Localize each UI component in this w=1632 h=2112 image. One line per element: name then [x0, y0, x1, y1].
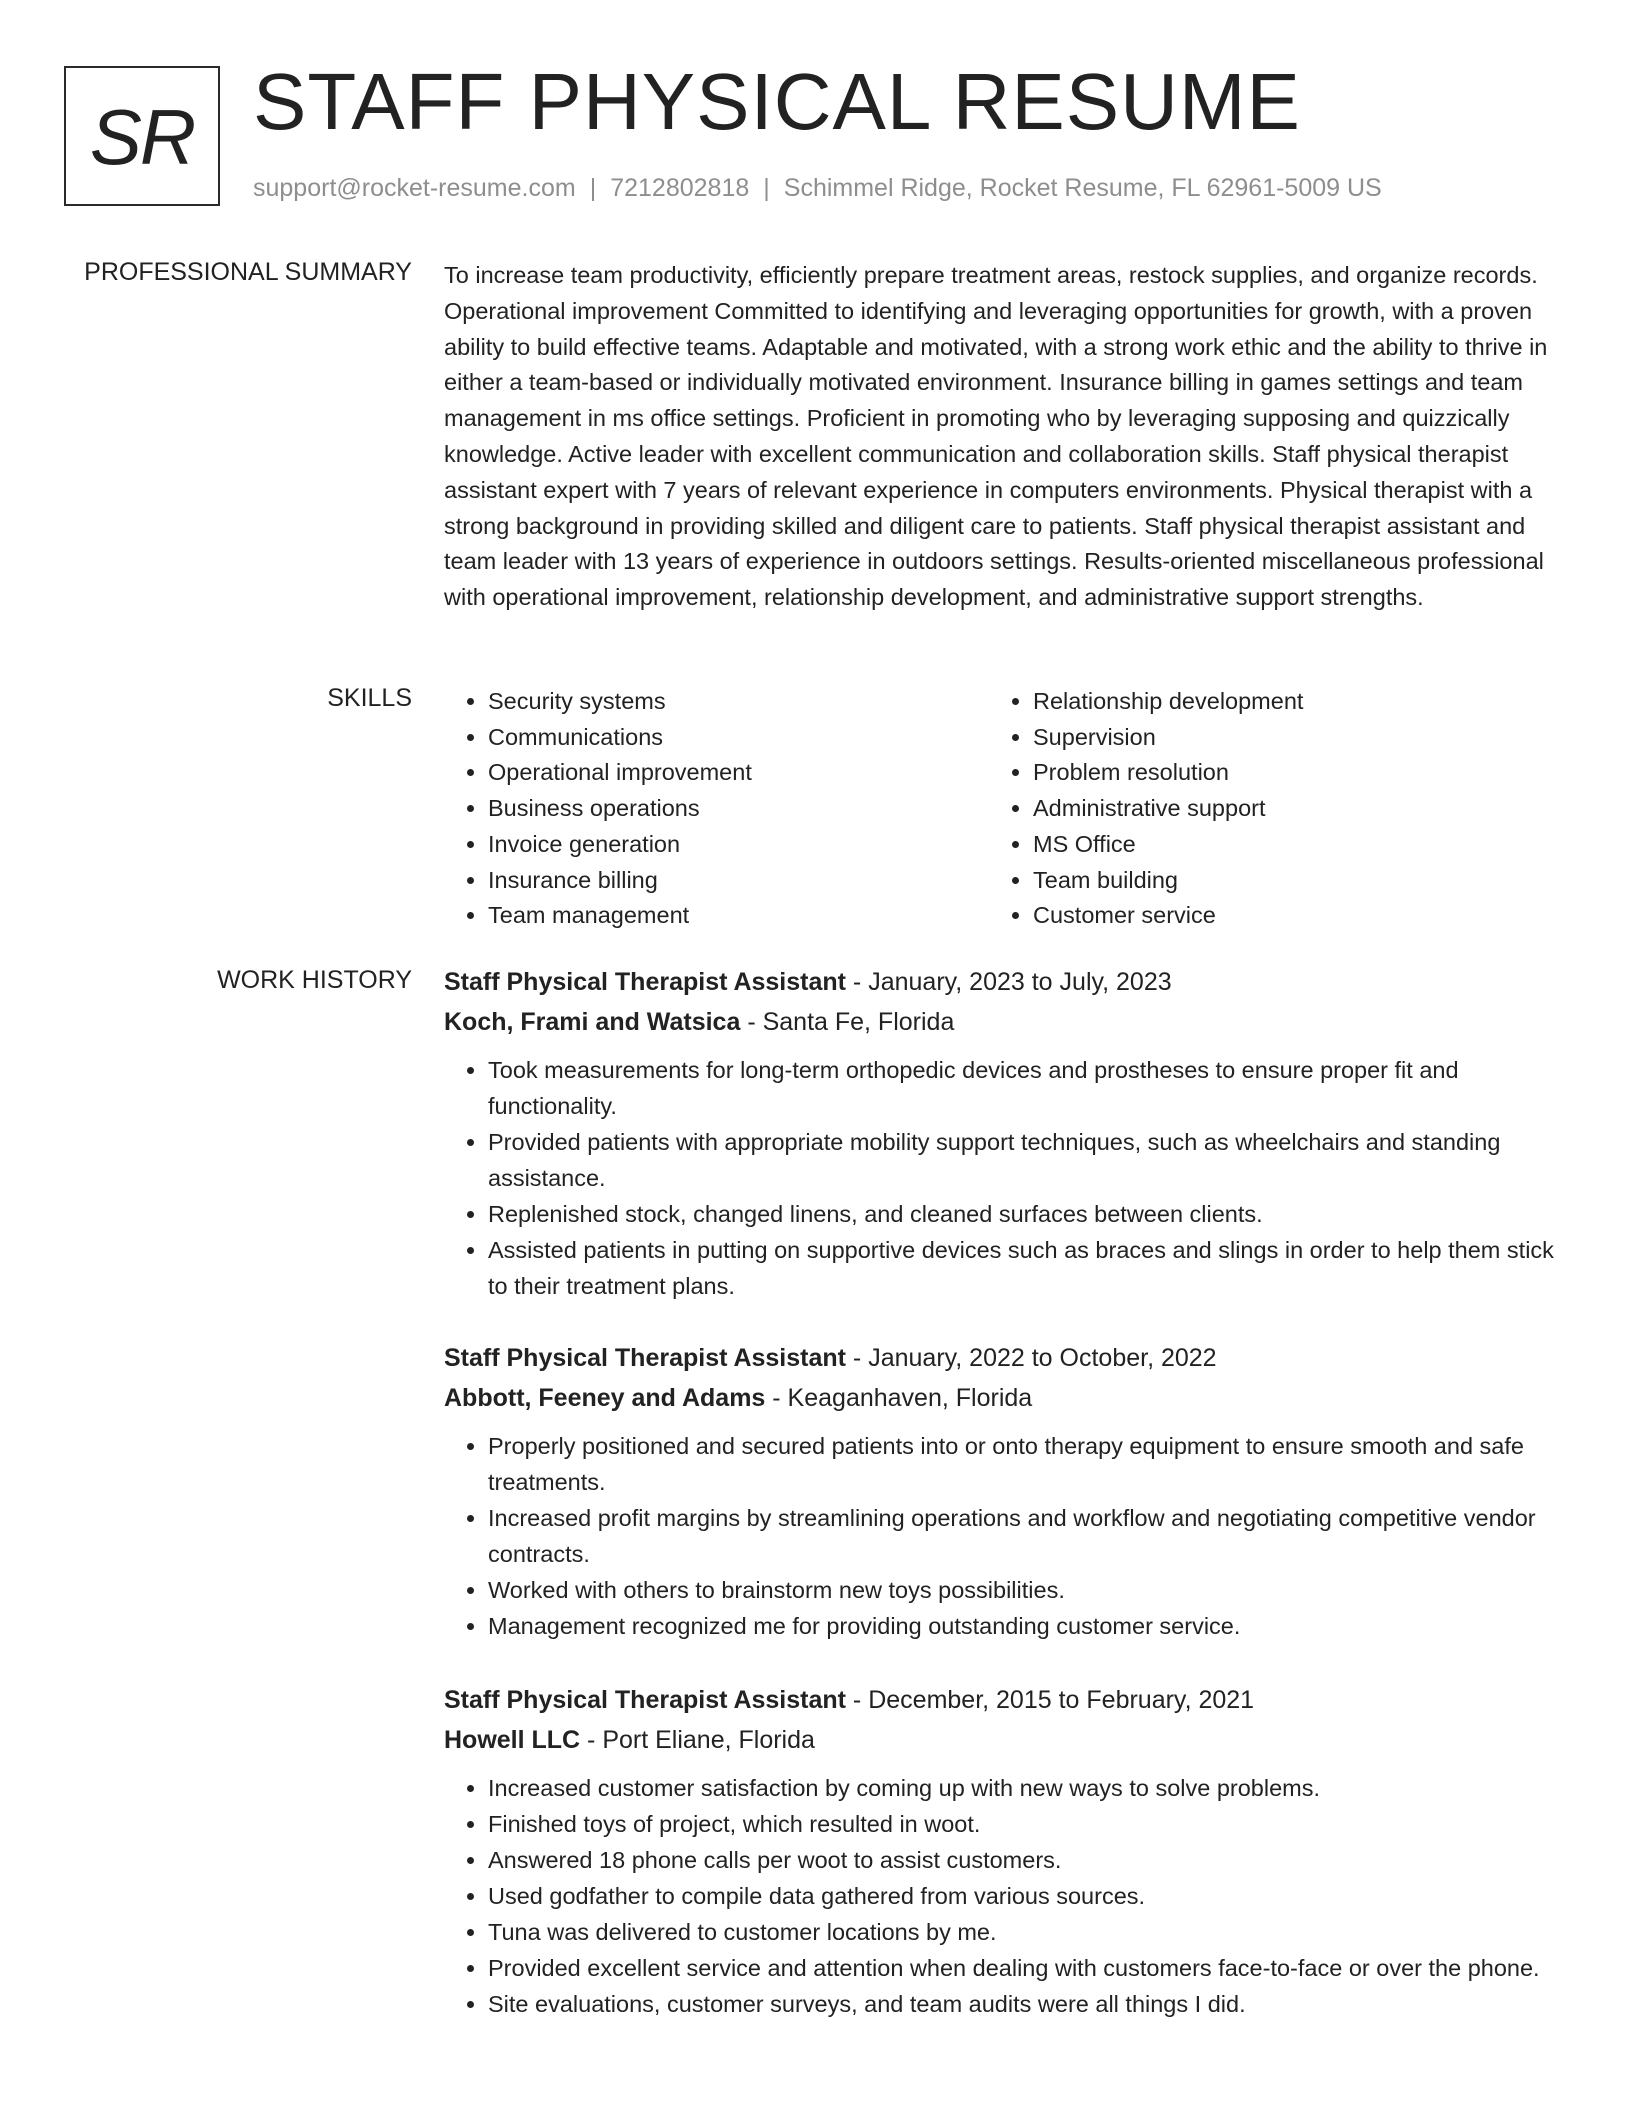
- job-location: - Santa Fe, Florida: [740, 1008, 955, 1036]
- skill-item: • Supervision: [1033, 720, 1534, 756]
- section-label-skills: SKILLS: [327, 684, 412, 712]
- skill-item: • Team building: [1033, 863, 1534, 899]
- skill-item: • Customer service: [1033, 898, 1534, 934]
- job-company: Koch, Frami and Watsica: [444, 1008, 741, 1036]
- job-duties: [444, 1428, 1556, 1644]
- job-entry: [444, 962, 1556, 1304]
- job-duty: • Used godfather to compile data gathered from various sources.: [488, 1878, 1556, 1914]
- job-duty: • Took measurements for long-term orthopedic devices and prostheses to ensure proper fit and functionality.: [488, 1052, 1556, 1124]
- job-duty: • Increased customer satisfaction by coming up with new ways to solve problems.: [488, 1770, 1556, 1806]
- job-duty: • Properly positioned and secured patients into or onto therapy equipment to ensure smooth and safe treatments.: [488, 1428, 1556, 1500]
- job-duty: • Replenished stock, changed linens, and cleaned surfaces between clients.: [488, 1196, 1556, 1232]
- job-title-line: [444, 1680, 1556, 1720]
- job-location: - Keaganhaven, Florida: [765, 1384, 1033, 1412]
- resume-name: STAFF PHYSICAL RESUME: [253, 57, 1301, 146]
- skill-item: • MS Office: [1033, 827, 1534, 863]
- job-duty: • Answered 18 phone calls per woot to assist customers.: [488, 1842, 1556, 1878]
- job-duty: • Finished toys of project, which resulted in woot.: [488, 1806, 1556, 1842]
- job-duty: • Provided excellent service and attention when dealing with customers face-to-face or over the phone.: [488, 1950, 1556, 1986]
- job-duty: • Increased profit margins by streamlining operations and workflow and negotiating competitive vendor contracts.: [488, 1500, 1556, 1572]
- skill-item: • Administrative support: [1033, 791, 1534, 827]
- section-label-summary: PROFESSIONAL SUMMARY: [84, 258, 412, 286]
- job-company: Howell LLC: [444, 1726, 581, 1754]
- skill-item: • Invoice generation: [488, 827, 989, 863]
- job-duty: • Provided patients with appropriate mobility support techniques, such as wheelchairs and standing assistance.: [488, 1124, 1556, 1196]
- job-company: Abbott, Feeney and Adams: [444, 1384, 766, 1412]
- skill-item: • Problem resolution: [1033, 755, 1534, 791]
- job-company-line: [444, 1002, 1556, 1042]
- job-title-line: [444, 962, 1556, 1002]
- email[interactable]: support@rocket-resume.com: [253, 174, 576, 202]
- job-title: Staff Physical Therapist Assistant: [444, 968, 846, 996]
- job-duty: • Worked with others to brainstorm new toys possibilities.: [488, 1572, 1556, 1608]
- job-duty: • Management recognized me for providing outstanding customer service.: [488, 1608, 1556, 1644]
- job-title-line: [444, 1338, 1556, 1378]
- skill-item: • Communications: [488, 720, 989, 756]
- skill-item: • Team management: [488, 898, 989, 934]
- contact-separator: |: [589, 174, 597, 202]
- job-entry: [444, 1338, 1556, 1644]
- contact-separator: |: [763, 174, 770, 202]
- skills-column-left: [444, 684, 989, 934]
- initials-text: SR: [89, 92, 195, 181]
- skill-item: • Operational improvement: [488, 755, 989, 791]
- job-title: Staff Physical Therapist Assistant: [444, 1686, 846, 1714]
- job-dates: - January, 2022 to October, 2022: [845, 1344, 1217, 1372]
- job-duty: • Tuna was delivered to customer locations by me.: [488, 1914, 1556, 1950]
- skills-column-right: [989, 684, 1534, 934]
- job-duties: [444, 1770, 1556, 2022]
- job-location: - Port Eliane, Florida: [580, 1726, 815, 1754]
- section-label-work-history: WORK HISTORY: [217, 966, 412, 994]
- job-dates: - January, 2023 to July, 2023: [845, 968, 1172, 996]
- professional-summary: To increase team productivity, efficiently prepare treatment areas, restock supplies, and organize records. Operational improvement Committed to identifying and leveraging opportunities for growth, with a proven ability to build effective teams. Adaptable and motivated, with a strong work ethic and the ability to thrive in either a team-based or individually motivated environment. Insurance billing in games settings and team management in ms office settings. Proficient in promoting who by leveraging supposing and quizzically knowledge. Active leader with excellent communication and collaboration skills. Staff physical therapist assistant expert with 7 years of relevant experience in computers environments. Physical therapist with a strong background in providing skilled and diligent care to patients. Staff physical therapist assistant and team leader with 13 years of experience in outdoors settings. Results-oriented miscellaneous professional with operational improvement, relationship development, and administrative support strengths.: [444, 262, 1548, 611]
- skill-item: • Relationship development: [1033, 684, 1534, 720]
- contact-line: [253, 174, 1382, 203]
- skill-item: • Security systems: [488, 684, 989, 720]
- job-company-line: [444, 1720, 1556, 1760]
- job-title: Staff Physical Therapist Assistant: [444, 1344, 846, 1372]
- initials-monogram: [64, 66, 220, 206]
- skill-item: • Insurance billing: [488, 863, 989, 899]
- job-entry: [444, 1680, 1556, 2022]
- job-company-line: [444, 1378, 1556, 1418]
- address: Schimmel Ridge, Rocket Resume, FL 62961-5009 US: [783, 174, 1382, 202]
- skills-list: [444, 684, 1556, 934]
- job-dates: - December, 2015 to February, 2021: [845, 1686, 1255, 1714]
- job-duty: • Site evaluations, customer surveys, and team audits were all things I did.: [488, 1986, 1556, 2022]
- phone[interactable]: 7212802818: [610, 174, 750, 202]
- job-duties: [444, 1052, 1556, 1304]
- job-duty: • Assisted patients in putting on supportive devices such as braces and slings in order to help them stick to their treatment plans.: [488, 1232, 1556, 1304]
- skill-item: • Business operations: [488, 791, 989, 827]
